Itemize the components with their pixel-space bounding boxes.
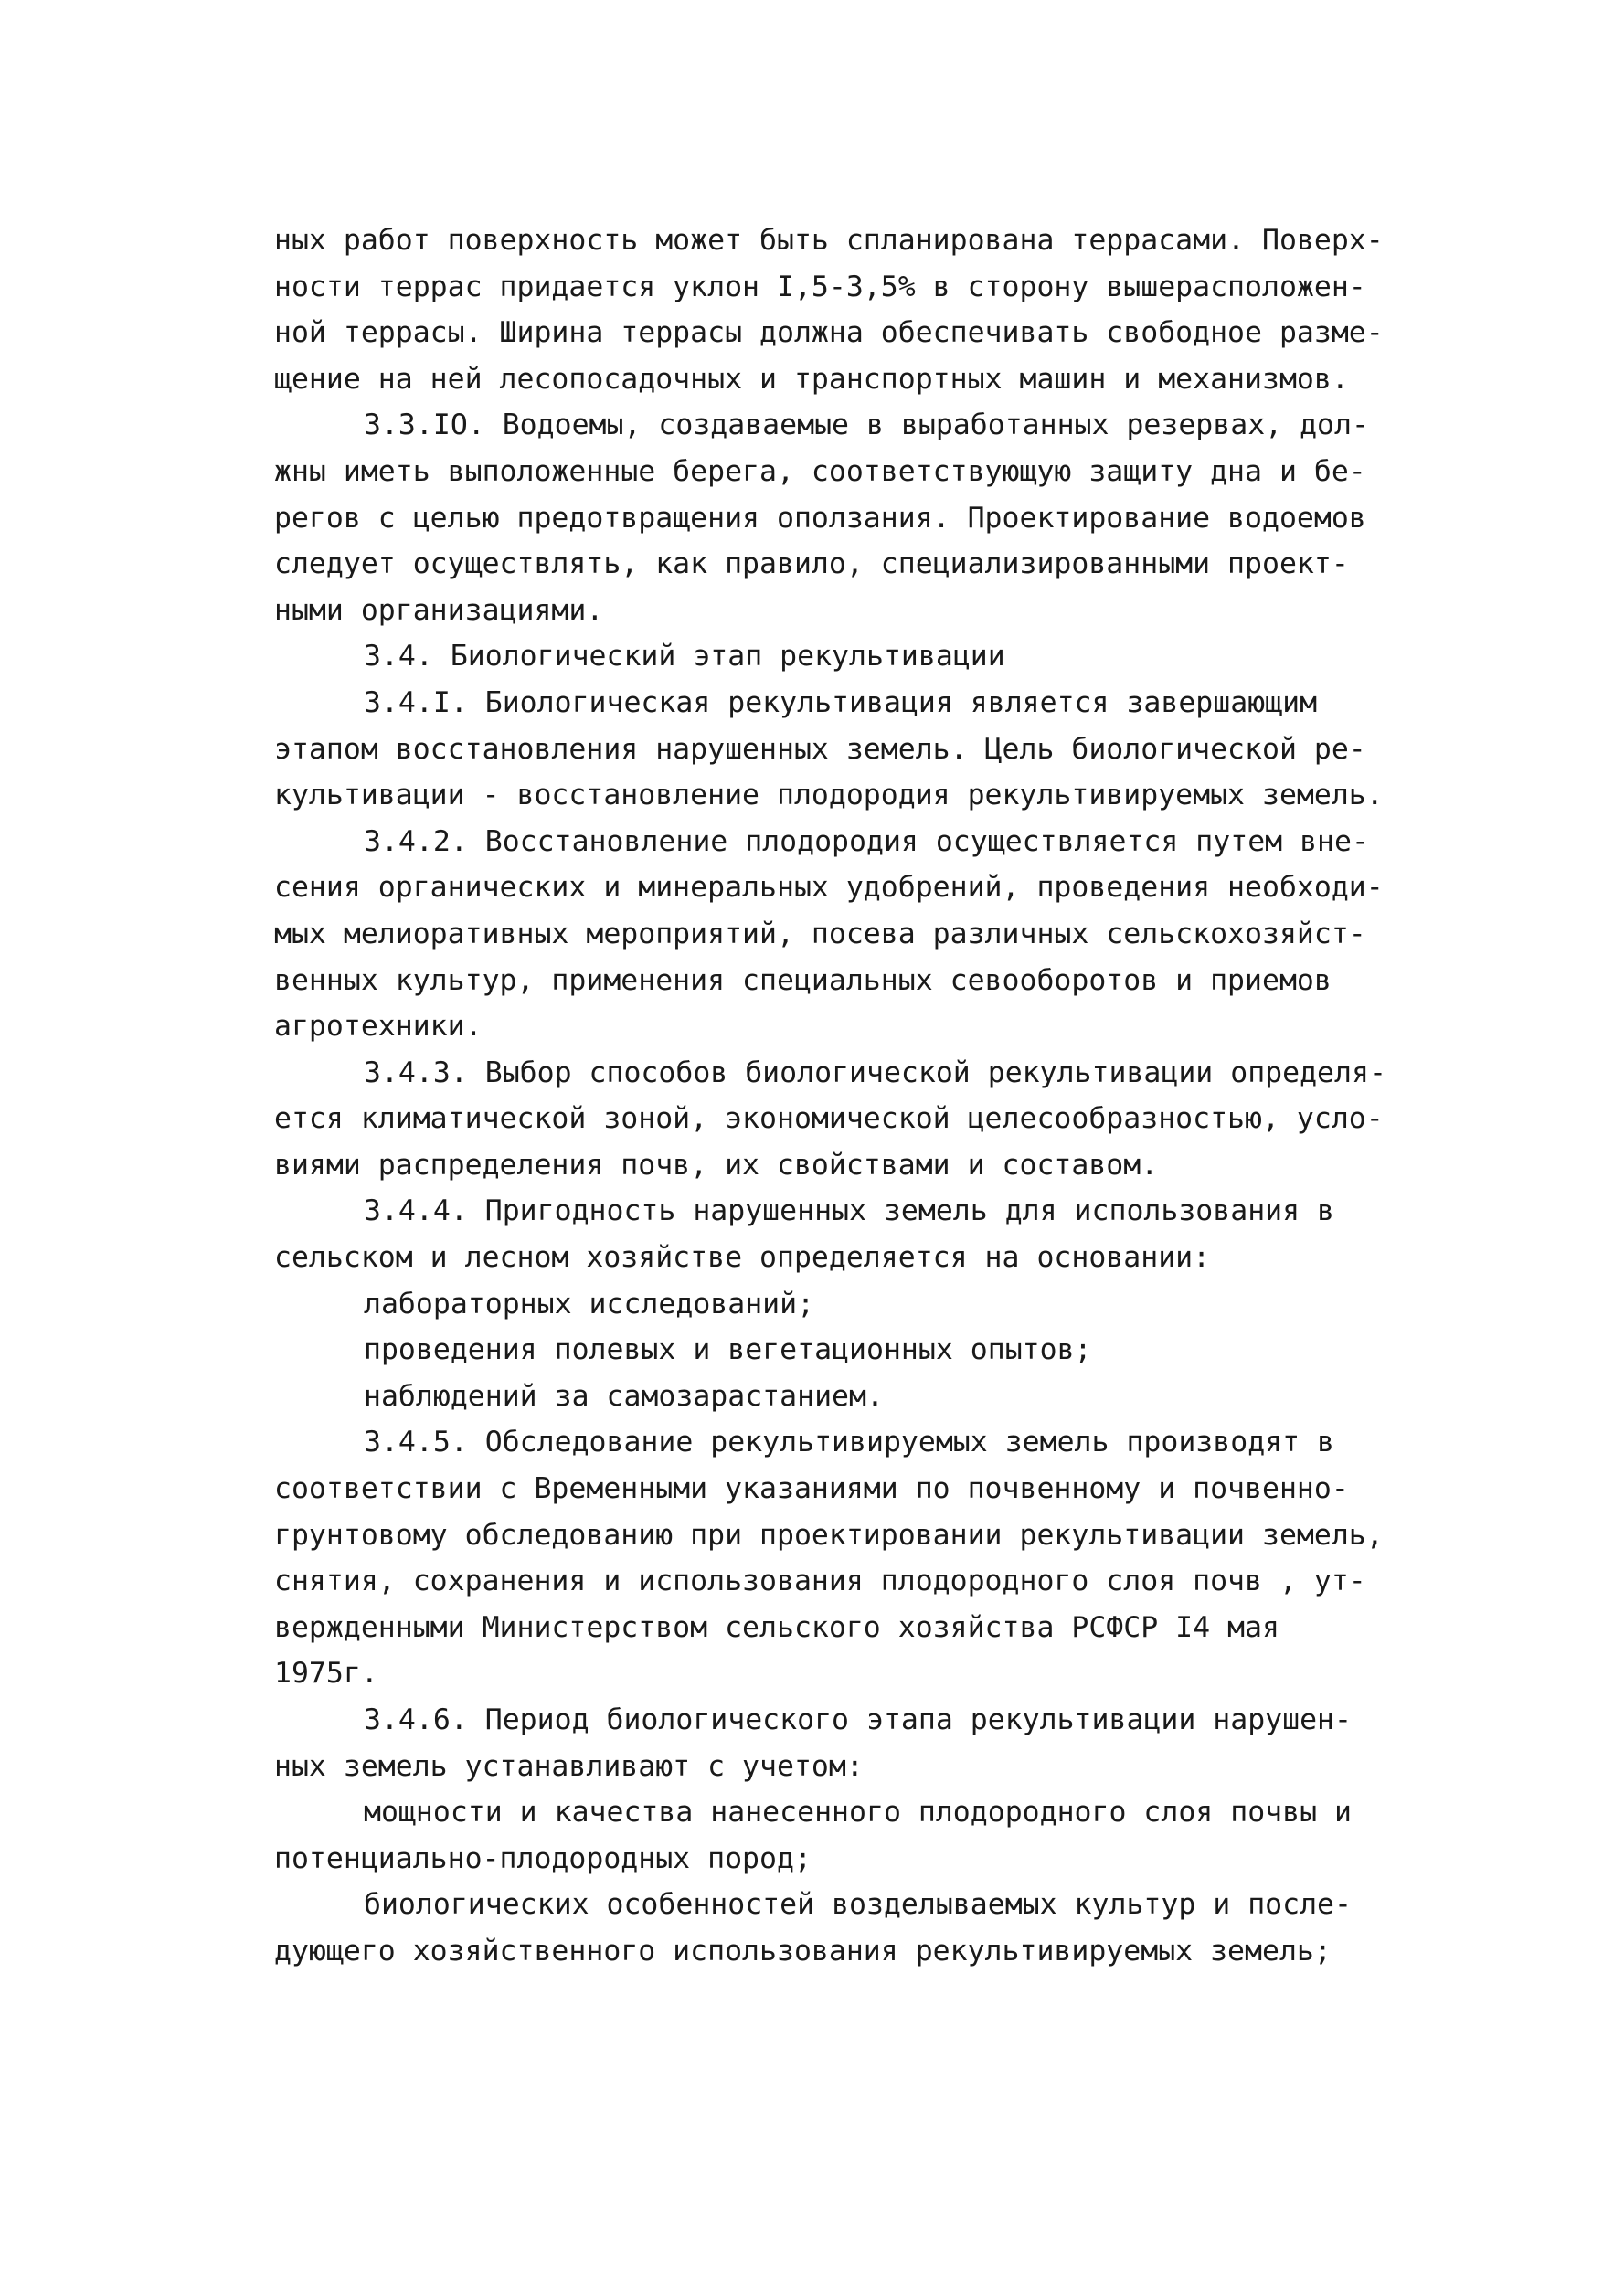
text-line: венных культур, применения специальных севооборотов и приемов [274, 963, 1332, 997]
text-line: ных земель устанавливают с учетом: [274, 1749, 864, 1783]
section-heading-3-4: 3.4. Биологический этап рекультивации [364, 640, 1005, 674]
text-line: щение на ней лесопосадочных и транспортных машин и механизмов. [274, 362, 1349, 396]
list-item: мощности и качества нанесенного плодородного слоя почвы и [364, 1796, 1352, 1830]
text-line: вержденными Министерством сельского хозяйства РСФСР I4 мая [274, 1610, 1279, 1644]
text-line: соответствии с Временными указаниями по почвенному и почвенно- [274, 1472, 1349, 1506]
text-line: культивации - восстановление плодородия рекультивируемых земель. [274, 779, 1384, 812]
text-line: ными организациями. [274, 593, 604, 627]
document-body-text [274, 217, 1490, 1975]
paragraph-3-3-10-start: 3.3.IO. Водоемы, создаваемые в выработанных резервах, дол- [364, 408, 1369, 442]
text-line: агротехники. [274, 1010, 483, 1044]
text-line: ной террасы. Ширина террасы должна обеспечивать свободное разме- [274, 316, 1384, 350]
paragraph-3-4-1-start: 3.4.I. Биологическая рекультивация является завершающим [364, 685, 1318, 719]
text-line: виями распределения почв, их свойствами и составом. [274, 1148, 1159, 1182]
text-line: 1975г. [274, 1657, 378, 1691]
paragraph-3-4-4-start: 3.4.4. Пригодность нарушенных земель для использования в [364, 1194, 1335, 1228]
text-line: потенциально-плодородных пород; [274, 1841, 812, 1875]
text-line: ется климатической зоной, экономической целесообразностью, усло- [274, 1102, 1384, 1136]
list-item: наблюдений за самозарастанием. [364, 1379, 884, 1413]
paragraph-3-4-2-start: 3.4.2. Восстановление плодородия осуществляется путем вне- [364, 824, 1369, 858]
text-line: жны иметь выположенные берега, соответствующую защиту дна и бе- [274, 454, 1366, 488]
text-line: мых мелиоративных мероприятий, посева различных сельскохозяйст- [274, 917, 1366, 950]
list-item: лабораторных исследований; [364, 1287, 815, 1321]
text-line: ных работ поверхность может быть спланирована террасами. Поверх- [274, 224, 1384, 257]
paragraph-3-4-3-start: 3.4.3. Выбор способов биологической рекультивации определя- [364, 1056, 1386, 1089]
text-line: дующего хозяйственного использования рекультивируемых земель; [274, 1934, 1332, 1968]
text-line: снятия, сохранения и использования плодородного слоя почв , ут- [274, 1565, 1366, 1598]
list-item: проведения полевых и вегетационных опытов; [364, 1333, 1092, 1367]
list-item: биологических особенностей возделываемых культур и после- [364, 1888, 1352, 1922]
text-line: сения органических и минеральных удобрений, проведения необходи- [274, 871, 1384, 905]
paragraph-3-4-5-start: 3.4.5. Обследование рекультивируемых земель производят в [364, 1426, 1335, 1459]
text-line: следует осуществлять, как правило, специализированными проект- [274, 547, 1349, 581]
text-line: регов с целью предотвращения оползания. Проектирование водоемов [274, 501, 1366, 535]
text-line: сельском и лесном хозяйстве определяется на основании: [274, 1241, 1211, 1275]
text-line: этапом восстановления нарушенных земель. Цель биологической ре- [274, 732, 1366, 766]
text-line: ности террас придается уклон I,5-3,5% в сторону вышерасположен- [274, 270, 1366, 303]
paragraph-3-4-6-start: 3.4.6. Период биологического этапа рекультивации нарушен- [364, 1703, 1352, 1736]
text-line: грунтовому обследованию при проектировании рекультивации земель, [274, 1518, 1384, 1552]
